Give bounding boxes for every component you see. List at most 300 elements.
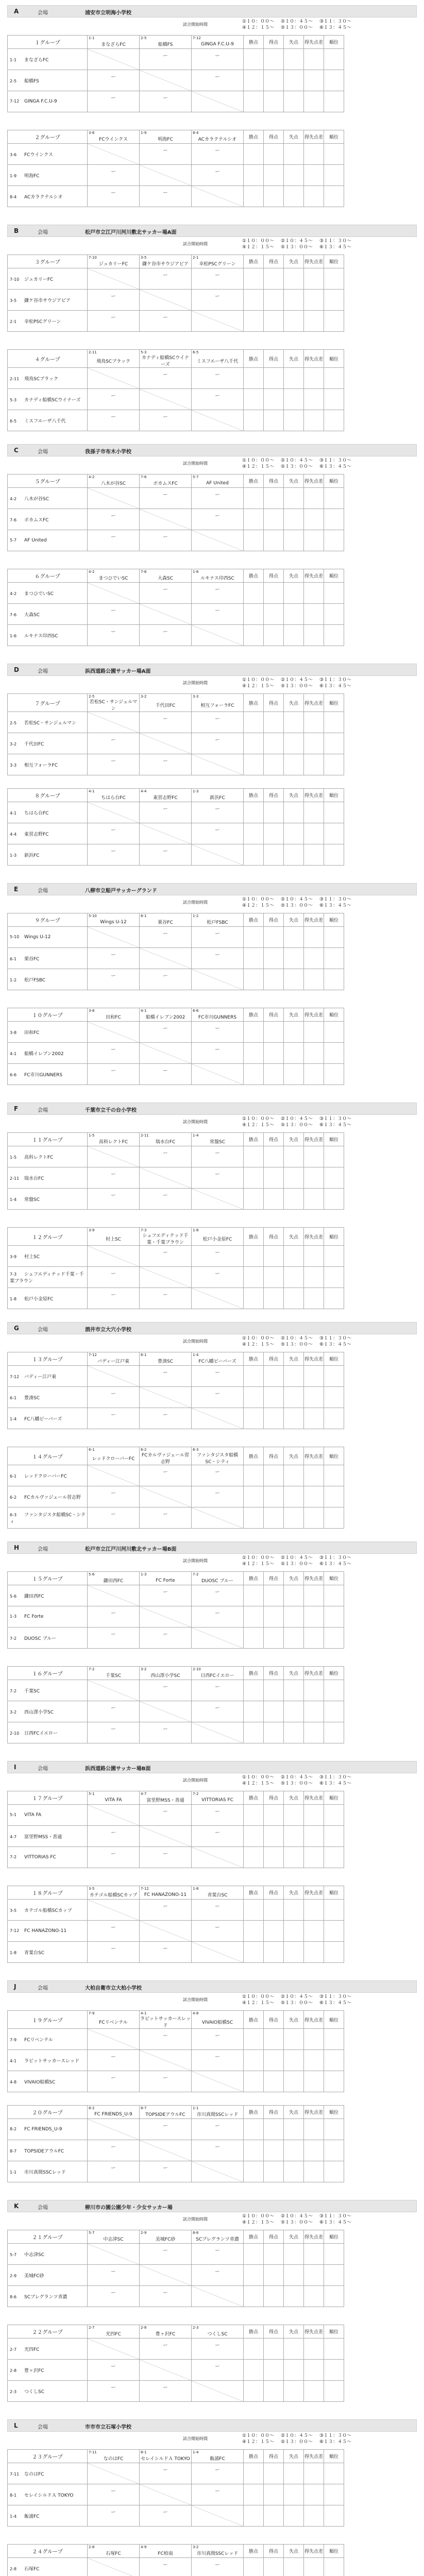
team-code: 7-12: [10, 1928, 20, 1933]
stat-cell: [264, 1921, 284, 1942]
score-separator: ー: [215, 372, 220, 378]
stat-cell: [284, 733, 304, 754]
section-letter: H: [14, 1544, 20, 1551]
self-match-cell: [88, 2463, 140, 2484]
kickoff-time: ①１０：００～: [242, 239, 275, 244]
score-separator: ー: [111, 315, 116, 320]
team-row-label: [8, 1701, 88, 1722]
stat-cell: [324, 754, 344, 775]
stat-cell: [264, 2338, 284, 2360]
team-header: [140, 1008, 192, 1022]
score-separator: ー: [215, 2269, 220, 2275]
score-separator: ー: [111, 294, 116, 299]
score-separator: ー: [163, 1151, 168, 1156]
stat-cell: [284, 186, 304, 207]
score-separator: ー: [163, 2166, 168, 2171]
team-header: [140, 1352, 192, 1366]
stat-cell: [244, 2558, 264, 2576]
section-header: [7, 444, 417, 456]
score-separator: ー: [111, 1925, 116, 1930]
score-separator: ー: [215, 717, 220, 722]
team-name: TOPSIDEアウルFC: [145, 2112, 185, 2117]
self-match-cell: [192, 2505, 244, 2527]
stat-cell: [324, 1022, 344, 1043]
group-name: １１グループ: [8, 1133, 88, 1146]
kickoff-times: [242, 2213, 358, 2226]
stat-cell: [284, 2484, 304, 2505]
score-cell: [192, 1606, 244, 1628]
self-match-cell: [88, 368, 140, 389]
team-code: 7-6: [10, 517, 17, 522]
stat-header: 勝点: [244, 1352, 264, 1366]
score-cell: [88, 1408, 140, 1429]
score-cell: [88, 1847, 140, 1868]
venue-name: 市市市立石塚小学校: [85, 2425, 131, 2430]
score-cell: [88, 2484, 140, 2505]
stat-cell: [264, 1507, 284, 1529]
kickoff-time: ⑤１３：００～: [281, 903, 313, 908]
stat-cell: [324, 1043, 344, 1064]
score-separator: ー: [111, 1831, 116, 1836]
kickoff-time: ①１０：００～: [242, 1336, 275, 1341]
team-row-label: [8, 927, 88, 948]
kickoff-time: ②１０：４５～: [281, 1116, 313, 1122]
team-code: 7-3: [141, 1228, 147, 1232]
score-cell: [88, 165, 140, 186]
stat-header: 失点: [284, 255, 304, 268]
section-letter: A: [14, 8, 19, 15]
kickoff-row: [242, 457, 358, 464]
team-row-label: [8, 1189, 88, 1210]
team-code: 7-10: [10, 277, 20, 282]
kickoff-row: [242, 1781, 358, 1787]
team-code: 2-5: [141, 36, 147, 40]
stat-cell: [324, 2484, 344, 2505]
team-header: [192, 36, 244, 49]
kickoff-time: ⑤１３：００～: [281, 2001, 313, 2006]
team-code: 6-1: [141, 914, 147, 918]
team-name: 美城FC砂: [155, 2237, 176, 2242]
stat-cell: [324, 2119, 344, 2140]
team-header: [88, 2325, 140, 2338]
stat-header: 勝点: [244, 2106, 264, 2119]
team-row-label: [8, 2286, 88, 2307]
self-match-cell: [192, 2161, 244, 2182]
score-separator: ー: [215, 953, 220, 958]
kickoff-time: ④１２：１５～: [242, 245, 275, 250]
stat-header: 順位: [324, 694, 344, 712]
team-name: SCプレグランツ青濃: [196, 2237, 239, 2242]
team-code: 3-9: [10, 1254, 17, 1259]
team-header: [88, 474, 140, 488]
stat-cell: [304, 948, 324, 969]
stat-cell: [244, 1288, 264, 1309]
kickoff-time: ⑥１３：４５～: [319, 25, 352, 30]
stat-cell: [304, 2119, 324, 2140]
team-name: ジュカリーFC: [98, 262, 128, 267]
score-separator: ー: [111, 75, 116, 80]
group-name: １７グループ: [8, 1791, 88, 1805]
section-letter: D: [14, 666, 19, 673]
stat-cell: [284, 2558, 304, 2576]
stat-cell: [284, 823, 304, 844]
stat-cell: [284, 91, 304, 112]
stat-cell: [244, 2119, 264, 2140]
team-row-label: [8, 144, 88, 165]
score-cell: [192, 1146, 244, 1167]
kickoff-time: ②１０：４５～: [281, 1555, 313, 1561]
team-row-label: [8, 2463, 88, 2484]
stat-cell: [284, 268, 304, 290]
kickoff-time: ⑤１３：００～: [281, 1781, 313, 1786]
team-code: 7-12: [10, 99, 20, 104]
stat-cell: [304, 2140, 324, 2161]
stat-cell: [284, 2071, 304, 2092]
team-name: GINGA F.C.U-9: [24, 99, 57, 104]
team-header: [88, 789, 140, 802]
stat-cell: [264, 1805, 284, 1826]
schedule-label: 試合開始時間: [183, 1120, 208, 1124]
kickoff-time: ⑤１３：００～: [281, 2439, 313, 2445]
section-block: [0, 5, 424, 225]
stat-cell: [324, 1628, 344, 1649]
stat-header: 順位: [324, 2545, 344, 2558]
stat-header: 勝点: [244, 1791, 264, 1805]
score-cell: [192, 165, 244, 186]
stat-header: 得点: [264, 789, 284, 802]
team-name: 日西FCイエロー: [200, 1673, 234, 1679]
team-name: FCカルヴァジェール習志野: [141, 1453, 189, 1465]
kickoff-time: ⑤１３：００～: [281, 2220, 313, 2225]
stat-header: 順位: [324, 569, 344, 583]
stat-cell: [244, 49, 264, 70]
score-separator: ー: [215, 2248, 220, 2253]
stat-header: 順位: [324, 1791, 344, 1805]
stat-header: 失点: [284, 1791, 304, 1805]
team-code: 8-1: [10, 2493, 17, 2498]
score-separator: ー: [163, 54, 168, 59]
self-match-cell: [192, 311, 244, 332]
stat-cell: [264, 948, 284, 969]
stat-header: 得失点差: [304, 1008, 324, 1022]
kickoff-times: [242, 19, 358, 31]
team-code: 4-1: [141, 1009, 147, 1013]
team-header: [88, 1352, 140, 1366]
venue-label: 会場: [38, 888, 48, 894]
stat-cell: [324, 927, 344, 948]
team-name: FC八幡ビーバーズ: [198, 1359, 236, 1364]
score-cell: [192, 1366, 244, 1387]
score-separator: ー: [163, 1370, 168, 1376]
stat-cell: [284, 2505, 304, 2527]
team-code: 1-8: [193, 1887, 199, 1891]
team-header: [192, 1447, 244, 1465]
team-row-label: [8, 823, 88, 844]
stat-header: 順位: [324, 2230, 344, 2244]
score-cell: [140, 1288, 192, 1309]
stat-cell: [324, 509, 344, 530]
team-code: 1-3: [10, 1614, 17, 1619]
team-code: 4-1: [10, 1051, 17, 1056]
stat-cell: [304, 1701, 324, 1722]
kickoff-times: [242, 1774, 358, 1787]
stat-cell: [324, 1921, 344, 1942]
team-code: 3-2: [193, 2545, 199, 2549]
stat-cell: [324, 1465, 344, 1486]
team-name: ポカムスFC: [153, 481, 178, 486]
standings-table: [7, 913, 344, 990]
team-row-label: [8, 1387, 88, 1408]
stat-cell: [304, 165, 324, 186]
stat-cell: [284, 1288, 304, 1309]
stat-cell: [304, 2463, 324, 2484]
team-row-label: [8, 1628, 88, 1649]
stat-cell: [284, 1701, 304, 1722]
score-separator: ー: [163, 587, 168, 592]
team-row-label: [8, 2338, 88, 2360]
score-cell: [88, 2071, 140, 2092]
score-separator: ー: [215, 2364, 220, 2369]
team-name: FC市川GUNNERS: [24, 1072, 63, 1078]
team-name: FCウインクス: [24, 152, 53, 158]
stat-cell: [284, 1267, 304, 1288]
stat-header: 順位: [324, 2106, 344, 2119]
section-block: [0, 2200, 424, 2419]
stat-cell: [284, 2381, 304, 2402]
team-name: ACカラクテルシオ: [198, 137, 237, 142]
score-cell: [140, 1366, 192, 1387]
kickoff-time: ④１２：１５～: [242, 1342, 275, 1347]
stat-cell: [284, 410, 304, 431]
section-header: [7, 2200, 417, 2212]
stat-cell: [264, 583, 284, 604]
stat-cell: [324, 2071, 344, 2092]
team-header: [88, 2230, 140, 2244]
team-code: 2-7: [89, 2326, 95, 2330]
score-cell: [140, 1465, 192, 1486]
score-cell: [192, 2360, 244, 2381]
score-cell: [140, 530, 192, 551]
stat-cell: [324, 2265, 344, 2286]
stat-cell: [304, 410, 324, 431]
stat-cell: [284, 802, 304, 823]
stat-cell: [284, 1022, 304, 1043]
schedule-label: 試合開始時間: [183, 461, 208, 466]
stat-cell: [264, 311, 284, 332]
team-header: [88, 1008, 140, 1022]
stat-cell: [284, 2050, 304, 2071]
score-cell: [140, 2463, 192, 2484]
stat-cell: [264, 1606, 284, 1628]
section-letter: F: [14, 1105, 19, 1112]
stat-cell: [264, 733, 284, 754]
stat-cell: [264, 2286, 284, 2307]
self-match-cell: [192, 1628, 244, 1649]
stat-header: 失点: [284, 350, 304, 368]
score-separator: ー: [215, 807, 220, 812]
score-separator: ー: [163, 148, 168, 154]
stat-header: 得失点差: [304, 2230, 324, 2244]
kickoff-time: ⑥１３：４５～: [319, 1342, 352, 1347]
team-code: 4-1: [141, 2011, 147, 2015]
team-header: [140, 1228, 192, 1246]
team-header: [88, 1667, 140, 1680]
stat-cell: [304, 368, 324, 389]
stat-cell: [304, 1043, 324, 1064]
team-name: FC FRIENDS_U-9: [24, 2127, 62, 2132]
stat-cell: [324, 1585, 344, 1606]
stat-cell: [324, 1507, 344, 1529]
team-code: 1-9: [10, 173, 17, 178]
score-cell: [140, 1064, 192, 1085]
stat-header: 失点: [284, 2325, 304, 2338]
group-name: １６グループ: [8, 1667, 88, 1680]
team-header: [140, 2106, 192, 2119]
score-cell: [88, 509, 140, 530]
team-row-label: [8, 1043, 88, 1064]
stat-cell: [264, 268, 284, 290]
self-match-cell: [192, 844, 244, 866]
stat-header: 順位: [324, 2325, 344, 2338]
score-separator: ー: [215, 294, 220, 299]
score-separator: ー: [111, 2385, 116, 2391]
score-separator: ー: [215, 1491, 220, 1496]
team-header: [140, 1572, 192, 1585]
kickoff-time: ④１２：１５～: [242, 1781, 275, 1786]
self-match-cell: [192, 410, 244, 431]
stat-cell: [284, 2161, 304, 2182]
stat-cell: [264, 368, 284, 389]
score-cell: [140, 2286, 192, 2307]
team-code: 1-9: [141, 131, 147, 135]
self-match-cell: [88, 1805, 140, 1826]
score-separator: ー: [111, 170, 116, 175]
team-name: シェフエディテッド千葉・千葉ブラウン: [142, 1233, 189, 1245]
stat-cell: [324, 530, 344, 551]
stat-cell: [304, 1921, 324, 1942]
score-separator: ー: [163, 535, 168, 540]
team-row-label: [8, 2161, 88, 2182]
team-name: 栗谷FC: [158, 920, 173, 925]
stat-cell: [284, 604, 304, 625]
team-name: セレイシルドＡ TOKYO: [24, 2493, 74, 2498]
team-name: まなざらFC: [24, 57, 49, 63]
stat-cell: [284, 2119, 304, 2140]
score-cell: [140, 1189, 192, 1210]
team-name: 若松SC・サンジェルマン: [24, 720, 77, 726]
team-name: レッドクローバーFC: [24, 1473, 67, 1479]
stat-cell: [304, 2338, 324, 2360]
stat-cell: [304, 509, 324, 530]
team-header: [88, 1886, 140, 1900]
team-name: ファンタジスタ船橋SC・シティ: [10, 1513, 86, 1524]
stat-cell: [284, 2265, 304, 2286]
section-block: [0, 1322, 424, 1541]
stat-cell: [324, 1805, 344, 1826]
team-code: 5-6: [89, 1572, 95, 1577]
team-name: 大森SC: [24, 612, 40, 618]
stat-cell: [304, 1288, 324, 1309]
self-match-cell: [140, 823, 192, 844]
team-header: [140, 350, 192, 368]
score-cell: [140, 2161, 192, 2182]
stat-cell: [304, 1246, 324, 1267]
team-header: [88, 1228, 140, 1246]
stat-header: 順位: [324, 350, 344, 368]
stat-header: 失点: [284, 1228, 304, 1246]
group-name: ５グループ: [8, 474, 88, 488]
stat-header: 得失点差: [304, 1572, 324, 1585]
kickoff-time: ④１２：１５～: [242, 1562, 275, 1567]
standings-table: [7, 1352, 344, 1429]
schedule-label: 試合開始時間: [183, 1558, 208, 1563]
kickoff-time: ②１０：４５～: [281, 1775, 313, 1780]
kickoff-time: ④１２：１５～: [242, 903, 275, 908]
team-code: 1-4: [10, 1197, 17, 1202]
group-name: １５グループ: [8, 1572, 88, 1585]
stat-header: 失点: [284, 694, 304, 712]
score-separator: ー: [163, 807, 168, 812]
section-header: [7, 225, 417, 237]
team-name: Wings U-12: [24, 935, 51, 940]
score-cell: [88, 1628, 140, 1649]
team-row-label: [8, 49, 88, 70]
stat-cell: [304, 2381, 324, 2402]
team-name: なのはFC: [103, 2456, 124, 2462]
section-letter: K: [14, 2202, 19, 2210]
team-name: ミスフエーザ八千代: [24, 418, 66, 424]
stat-header: 得失点差: [304, 36, 324, 49]
kickoff-row: [242, 464, 358, 470]
team-name: 幸松PSCグリーン: [199, 262, 236, 267]
stat-cell: [284, 1486, 304, 1507]
score-separator: ー: [111, 2166, 116, 2171]
team-row-label: [8, 1921, 88, 1942]
stat-cell: [264, 2161, 284, 2182]
stat-cell: [244, 1805, 264, 1826]
stat-cell: [304, 604, 324, 625]
stat-cell: [244, 844, 264, 866]
score-cell: [192, 2244, 244, 2265]
stat-cell: [284, 1366, 304, 1387]
stat-cell: [264, 2360, 284, 2381]
team-header: [192, 2325, 244, 2338]
score-cell: [88, 389, 140, 410]
stat-cell: [324, 1288, 344, 1309]
stat-cell: [244, 268, 264, 290]
team-code: 5-3: [141, 350, 147, 354]
team-code: 4-7: [141, 1792, 147, 1796]
self-match-cell: [88, 1366, 140, 1387]
stat-cell: [244, 1387, 264, 1408]
self-match-cell: [192, 1408, 244, 1429]
team-name: 松戸FSBC: [207, 920, 228, 925]
venue-label: 会場: [38, 1327, 48, 1333]
stat-cell: [284, 2140, 304, 2161]
venue-label: 会場: [38, 1108, 48, 1113]
stat-header: 順位: [324, 1667, 344, 1680]
score-separator: ー: [111, 1491, 116, 1496]
team-name: 松戸小金原FC: [202, 1236, 232, 1242]
score-cell: [192, 712, 244, 733]
self-match-cell: [140, 509, 192, 530]
kickoff-row: [242, 2219, 358, 2226]
score-separator: ー: [215, 828, 220, 833]
team-code: 3-2: [10, 741, 17, 747]
score-cell: [192, 927, 244, 948]
stat-cell: [284, 948, 304, 969]
team-row-label: [8, 1465, 88, 1486]
